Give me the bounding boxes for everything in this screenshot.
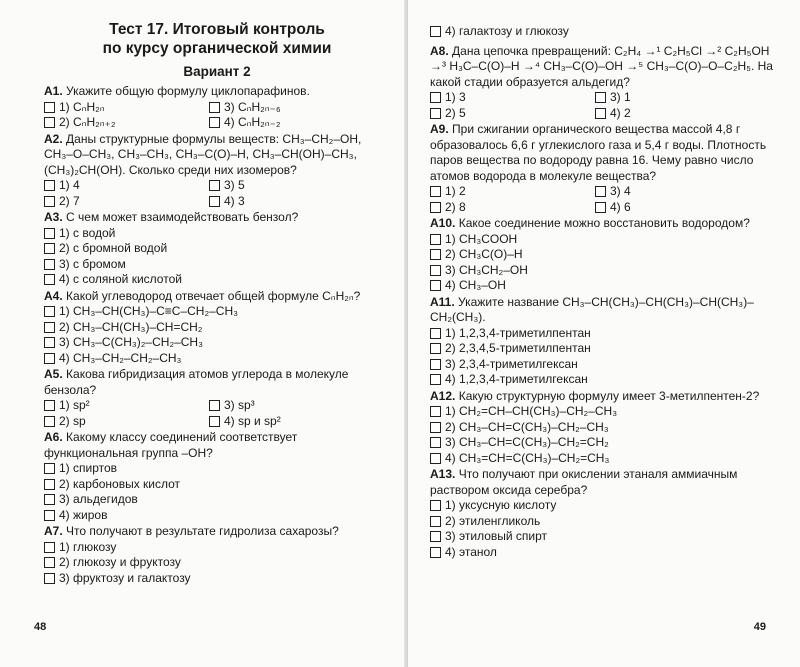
answer-option[interactable] xyxy=(430,529,784,545)
answer-checkbox[interactable] xyxy=(430,437,441,448)
question-text: Какой углеводород отвечает общей формуле CₙH₂ₙ? xyxy=(66,288,361,303)
question-text: Какова гибридизация атомов углерода в молекуле бензола? xyxy=(44,367,349,397)
answer-checkbox[interactable] xyxy=(430,265,441,276)
option-label: 4) sp и sp² xyxy=(224,413,281,428)
answer-option[interactable] xyxy=(44,540,390,556)
question-a13 xyxy=(430,467,784,560)
answer-option[interactable] xyxy=(209,100,379,116)
option-label: 1) CH₃–CH(CH₃)–C≡C–CH₂–CH₃ xyxy=(59,304,239,318)
answer-option[interactable] xyxy=(44,461,390,477)
page-number-right: 49 xyxy=(753,621,766,633)
option-label: 3) CH₃–C(CH₃)₂–CH₂–CH₃ xyxy=(59,335,203,349)
question-a3 xyxy=(44,210,390,288)
option-label: 4) галактозу и глюкозу xyxy=(445,24,569,38)
option-label: 3) 5 xyxy=(224,178,245,192)
option-label: 2) CₙH₂ₙ₊₂ xyxy=(59,115,116,129)
answer-checkbox[interactable] xyxy=(430,453,441,464)
option-label: 1) с водой xyxy=(59,225,116,240)
option-label: 1) 3 xyxy=(445,90,466,104)
question-a5 xyxy=(44,367,390,429)
option-label: 2) sp xyxy=(59,413,86,428)
option-label: 3) 2,3,4-триметилгексан xyxy=(445,356,578,371)
question-text: Что получают в результате гидролиза сахарозы? xyxy=(66,524,339,538)
option-label: 4) этанол xyxy=(445,544,497,559)
answer-option[interactable] xyxy=(430,545,784,561)
answer-option[interactable] xyxy=(430,372,784,388)
answer-option[interactable] xyxy=(595,200,765,216)
answer-checkbox[interactable] xyxy=(430,328,441,339)
question-a7-continued xyxy=(430,24,784,40)
answer-option[interactable] xyxy=(44,100,209,116)
answer-checkbox[interactable] xyxy=(595,108,606,119)
title-line-1: Тест 17. Итоговый контроль xyxy=(109,21,325,38)
answer-option[interactable] xyxy=(44,115,209,131)
option-label: 4) CₙH₂ₙ₋₂ xyxy=(224,115,281,129)
question-a9 xyxy=(430,122,784,215)
page-number-left: 48 xyxy=(34,621,47,633)
option-label: 1) 1,2,3,4-триметилпентан xyxy=(445,325,591,340)
question-text: При сжигании органического вещества массой 4,8 г образовалось 6,6 г углекислого газа и 5,4 г воды. Плотность паров вещества по водороду равна 16. Чему равно число атомов водорода в молекуле вещества? xyxy=(430,122,767,183)
answer-checkbox[interactable] xyxy=(44,306,55,317)
option-label: 4) CH₃–OH xyxy=(445,278,506,292)
question-number: А13. xyxy=(430,467,456,481)
option-label: 1) 4 xyxy=(59,178,80,192)
option-label: 1) sp² xyxy=(59,398,90,412)
answer-option[interactable] xyxy=(44,335,390,351)
option-label: 3) 1 xyxy=(610,90,631,104)
answer-checkbox[interactable] xyxy=(44,494,55,505)
question-number: А5. xyxy=(44,367,63,381)
question-a12 xyxy=(430,389,784,467)
question-a4 xyxy=(44,289,390,367)
answer-checkbox[interactable] xyxy=(430,280,441,291)
answer-option[interactable] xyxy=(430,263,784,279)
option-label: 1) CH₃COOH xyxy=(445,231,518,246)
answer-checkbox[interactable] xyxy=(44,510,55,521)
title-line-2: по курсу органической химии xyxy=(102,40,332,57)
option-label: 4) 3 xyxy=(224,193,245,208)
question-text: Какому классу соединений соответствует функциональная группа –OH? xyxy=(44,430,298,460)
answer-option[interactable] xyxy=(209,178,379,194)
answer-checkbox[interactable] xyxy=(430,234,441,245)
answer-checkbox[interactable] xyxy=(209,400,220,411)
answer-checkbox[interactable] xyxy=(44,463,55,474)
option-label: 2) 7 xyxy=(59,193,80,208)
question-number: А1. xyxy=(44,84,63,98)
question-number: А2. xyxy=(44,131,63,146)
answer-option[interactable] xyxy=(44,226,390,242)
answer-checkbox[interactable] xyxy=(44,353,55,364)
option-label: 2) с бромной водой xyxy=(59,241,168,255)
answer-checkbox[interactable] xyxy=(430,359,441,370)
question-text: Укажите название CH₃–CH(CH₃)–CH(CH₃)–CH(CH₃)–CH₂(CH₃). xyxy=(430,294,754,324)
question-a2 xyxy=(44,132,390,210)
answer-checkbox[interactable] xyxy=(430,343,441,354)
option-label: 3) CₙH₂ₙ₋₆ xyxy=(224,99,281,114)
answer-option[interactable] xyxy=(595,106,765,122)
option-label: 4) 6 xyxy=(610,199,631,214)
option-label: 2) CH₃–CH(CH₃)–CH=CH₂ xyxy=(59,319,203,334)
answer-option[interactable] xyxy=(430,184,595,200)
answer-checkbox[interactable] xyxy=(430,374,441,385)
answer-checkbox[interactable] xyxy=(430,531,441,542)
question-text: Укажите общую формулу циклопарафинов. xyxy=(66,84,310,98)
answer-checkbox[interactable] xyxy=(44,180,55,191)
test-title xyxy=(44,20,390,58)
option-label: 3) этиловый спирт xyxy=(445,529,548,543)
option-label: 2) CH₃–CH=C(CH₃)–CH₂–CH₃ xyxy=(445,419,609,434)
answer-option[interactable] xyxy=(430,498,784,514)
option-label: 3) альдегидов xyxy=(59,492,138,506)
option-label: 2) этиленгликоль xyxy=(445,513,541,528)
answer-option[interactable] xyxy=(44,178,209,194)
answer-option[interactable] xyxy=(430,90,595,106)
answer-checkbox[interactable] xyxy=(209,180,220,191)
answer-checkbox[interactable] xyxy=(44,573,55,584)
answer-checkbox[interactable] xyxy=(209,196,220,207)
answer-option[interactable] xyxy=(430,404,784,420)
question-text: Какое соединение можно восстановить водородом? xyxy=(458,216,750,230)
answer-option[interactable] xyxy=(44,414,209,430)
answer-checkbox[interactable] xyxy=(44,542,55,553)
option-label: 3) sp³ xyxy=(224,398,255,412)
question-text: Что получают при окислении этаналя аммиачным раствором оксида серебра? xyxy=(430,467,738,497)
answer-checkbox[interactable] xyxy=(44,416,55,427)
answer-checkbox[interactable] xyxy=(44,243,55,254)
option-label: 1) спиртов xyxy=(59,461,118,475)
answer-option[interactable] xyxy=(44,398,209,414)
question-number: А11. xyxy=(430,294,455,309)
question-number: А7. xyxy=(44,524,63,538)
answer-checkbox[interactable] xyxy=(44,400,55,411)
option-label: 2) карбоновых кислот xyxy=(59,476,181,491)
question-text: Дана цепочка превращений: C₂H₄ →¹ C₂H₅Cl →² C₂H₅OH →³ H₃C–C(O)–H →⁴ CH₃–C(O)–OH →⁵ CH₃–C(O)–O–C₂H₅. На какой стадии образуется альдегид? xyxy=(430,43,773,89)
answer-option[interactable] xyxy=(209,398,379,414)
answer-option[interactable] xyxy=(430,278,784,294)
answer-option[interactable] xyxy=(44,272,390,288)
answer-option[interactable] xyxy=(44,257,390,273)
answer-checkbox[interactable] xyxy=(430,108,441,119)
option-label: 2) 8 xyxy=(445,199,466,214)
answer-option[interactable] xyxy=(44,555,390,571)
question-a1 xyxy=(44,84,390,131)
option-label: 1) 2 xyxy=(445,184,466,198)
answer-checkbox[interactable] xyxy=(44,322,55,333)
question-number: А3. xyxy=(44,210,63,224)
answer-option[interactable] xyxy=(595,90,765,106)
answer-option[interactable] xyxy=(430,435,784,451)
answer-checkbox[interactable] xyxy=(595,186,606,197)
answer-option[interactable] xyxy=(430,232,784,248)
option-label: 4) 2 xyxy=(610,105,631,120)
answer-checkbox[interactable] xyxy=(44,196,55,207)
option-label: 4) 1,2,3,4-триметилгексан xyxy=(445,372,588,386)
answer-option[interactable] xyxy=(44,492,390,508)
right-page xyxy=(408,0,800,667)
answer-checkbox[interactable] xyxy=(430,26,441,37)
answer-option[interactable] xyxy=(430,106,595,122)
answer-checkbox[interactable] xyxy=(44,102,55,113)
option-label: 3) фруктозу и галактозу xyxy=(59,570,191,585)
question-a11 xyxy=(430,295,784,388)
answer-option[interactable] xyxy=(430,326,784,342)
option-label: 2) глюкозу и фруктозу xyxy=(59,555,181,569)
option-label: 1) уксусную кислоту xyxy=(445,498,557,512)
question-number: А8. xyxy=(430,43,449,58)
variant-label: Вариант 2 xyxy=(183,64,251,79)
answer-checkbox[interactable] xyxy=(430,186,441,197)
answer-checkbox[interactable] xyxy=(430,92,441,103)
answer-option[interactable] xyxy=(44,477,390,493)
answer-option[interactable] xyxy=(44,304,390,320)
answer-checkbox[interactable] xyxy=(44,274,55,285)
answer-option[interactable] xyxy=(430,24,784,40)
question-number: А10. xyxy=(430,216,456,230)
option-label: 4) CH₃–CH₂–CH₂–CH₃ xyxy=(59,350,182,365)
answer-checkbox[interactable] xyxy=(209,102,220,113)
answer-checkbox[interactable] xyxy=(595,202,606,213)
answer-checkbox[interactable] xyxy=(44,117,55,128)
option-label: 3) CH₃–CH=C(CH₃)–CH₂=CH₂ xyxy=(445,435,609,449)
option-label: 1) глюкозу xyxy=(59,539,117,554)
option-label: 2) 2,3,4,5-триметилпентан xyxy=(445,341,591,355)
answer-checkbox[interactable] xyxy=(209,117,220,128)
answer-option[interactable] xyxy=(209,194,379,210)
question-text: Даны структурные формулы веществ: CH₃–CH₂–OH, CH₃–O–CH₃, CH₃–CH₃, CH₃–C(O)–H, CH₃–CH(OH)–CH₃, (CH₃)₂CH(OH). Сколько среди них изомеров? xyxy=(44,131,362,177)
option-label: 3) 4 xyxy=(610,184,631,198)
option-label: 2) 5 xyxy=(445,105,466,120)
answer-option[interactable] xyxy=(430,357,784,373)
answer-option[interactable] xyxy=(44,241,390,257)
option-label: 2) CH₃C(O)–H xyxy=(445,247,523,261)
option-label: 4) жиров xyxy=(59,507,108,522)
question-a10 xyxy=(430,216,784,294)
answer-option[interactable] xyxy=(430,247,784,263)
answer-option[interactable] xyxy=(430,451,784,467)
option-label: 1) CH₂=CH–CH(CH₃)–CH₂–CH₃ xyxy=(445,404,618,418)
answer-checkbox[interactable] xyxy=(44,337,55,348)
option-label: 4) CH₃=CH=C(CH₃)–CH₂=CH₃ xyxy=(445,450,610,465)
answer-checkbox[interactable] xyxy=(430,547,441,558)
question-number: А4. xyxy=(44,288,63,303)
question-number: А6. xyxy=(44,430,63,444)
answer-checkbox[interactable] xyxy=(430,516,441,527)
answer-option[interactable] xyxy=(430,514,784,530)
question-number: А9. xyxy=(430,122,449,136)
answer-checkbox[interactable] xyxy=(595,92,606,103)
answer-option[interactable] xyxy=(595,184,765,200)
answer-checkbox[interactable] xyxy=(44,479,55,490)
question-a8 xyxy=(430,44,784,122)
answer-option[interactable] xyxy=(44,508,390,524)
question-text: Какую структурную формулу имеет 3-метилпентен-2? xyxy=(458,388,760,403)
answer-option[interactable] xyxy=(430,200,595,216)
answer-checkbox[interactable] xyxy=(430,422,441,433)
answer-checkbox[interactable] xyxy=(430,406,441,417)
answer-checkbox[interactable] xyxy=(430,202,441,213)
answer-checkbox[interactable] xyxy=(430,500,441,511)
answer-option[interactable] xyxy=(430,420,784,436)
question-a7 xyxy=(44,524,390,586)
answer-option[interactable] xyxy=(209,414,379,430)
question-a6 xyxy=(44,430,390,523)
answer-checkbox[interactable] xyxy=(44,259,55,270)
answer-checkbox[interactable] xyxy=(44,557,55,568)
answer-option[interactable] xyxy=(44,351,390,367)
answer-option[interactable] xyxy=(209,115,379,131)
answer-option[interactable] xyxy=(44,320,390,336)
question-number: А12. xyxy=(430,388,456,403)
answer-option[interactable] xyxy=(430,341,784,357)
answer-checkbox[interactable] xyxy=(209,416,220,427)
option-label: 3) CH₃CH₂–OH xyxy=(445,262,528,277)
answer-option[interactable] xyxy=(44,571,390,587)
option-label: 1) CₙH₂ₙ xyxy=(59,99,105,114)
question-text: С чем может взаимодействовать бензол? xyxy=(66,210,299,224)
answer-option[interactable] xyxy=(44,194,209,210)
answer-checkbox[interactable] xyxy=(430,249,441,260)
option-label: 3) с бромом xyxy=(59,256,126,271)
option-label: 4) с соляной кислотой xyxy=(59,272,182,286)
answer-checkbox[interactable] xyxy=(44,228,55,239)
